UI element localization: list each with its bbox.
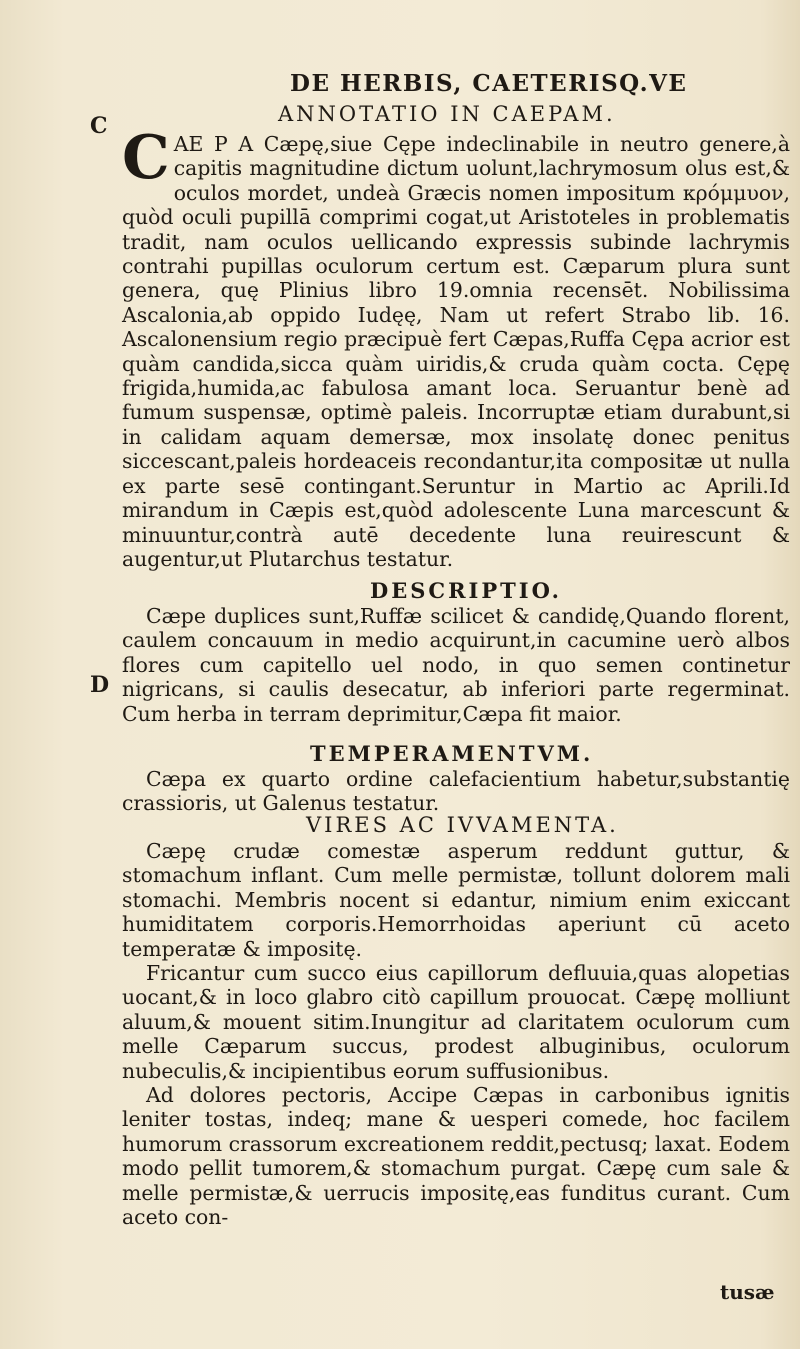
margin-letter-c: C [90, 113, 108, 139]
margin-letter-d: D [90, 672, 110, 698]
heading-annotatio: ANNOTATIO IN CAEPAM. [278, 102, 616, 126]
temperamentum-paragraph: Cæpa ex quarto ordine calefacientium habetur,substantię crassioris, ut Galenus testatur. [122, 767, 790, 816]
temperamentum-section [122, 767, 790, 816]
heading-vires: VIRES AC IVVAMENTA. [306, 813, 619, 837]
vires-paragraph-3: Ad dolores pectoris, Accipe Cæpas in carbonibus ignitis leniter tostas, indeq; mane & uesperi comede, hoc facilem humorum crassorum excreationem reddit,pectusq; laxat. Eodem modo pellit tumorem,& stomachum purgat. Cæpę cum sale & melle permistæ,& uerrucis impositę,eas funditus curant. Cum aceto con- [122, 1083, 790, 1230]
descriptio-paragraph: Cæpe duplices sunt,Ruffæ scilicet & candidę,Quando florent, caulem concauum in medio acquirunt,in cacumine uerò albos flores cum capitello uel nodo, in quo semen continetur nigricans, si caulis desecatur, ab inferiori parte regerminat. Cum herba in terram deprimitur,Cæpa fit maior. [122, 604, 790, 726]
heading-temperamentum: TEMPERAMENTVM. [310, 741, 594, 766]
annotatio-paragraph [122, 123, 790, 571]
annotatio-section [122, 123, 790, 571]
vires-paragraph-1: Cæpę crudæ comestæ asperum reddunt guttur, & stomachum inflant. Cum melle permistæ, tollunt dolorem mali stomachi. Membris nocent si edantur, nimium enim exiccant humiditatem corporis.Hemorrhoidas aperiunt cū aceto temperatæ & impositę. [122, 839, 790, 961]
catchword: tusæ [720, 1280, 775, 1304]
vires-paragraph-2: Fricantur cum succo eius capillorum defluuia,quas alopetias uocant,& in loco glabro citò capillum prouocat. Cæpę molliunt aluum,& mouent sitim.Inungitur ad claritatem oculorum cum melle Cæparum succus, prodest albuginibus, oculorum nubeculis,& incipientibus eorum suffusionibus. [122, 961, 790, 1083]
descriptio-section [122, 604, 790, 726]
vires-section [122, 839, 790, 1230]
annotatio-text: AE P A Cæpę,siue Cępe indeclinabile in neutro genere,à capitis magnitudine dictum uolunt,lachrymosum olus est,& oculos mordet, undeà Græcis nomen impositum κρόμμυον, quòd oculi pupillā comprimi cogat,ut Aristoteles in problematis tradit, nam oculos uellicando expressis subinde lachrymis contrahi pupillas oculorum certum est. Cæparum plura sunt genera, quę Plinius libro 19.omnia recensēt. Nobilissima Ascalonia,ab oppido Iudęę, Nam ut refert Strabo lib. 16. Ascalonensium regio præcipuè fert Cæpas,Ruffa Cępa acrior est quàm candida,sicca quàm uiridis,& cruda quàm cocta. Cępę frigida,humida,ac fabulosa amant loca. Seruantur benè ad fumum suspensæ, optimè paleis. Incorruptæ etiam durabunt,si in calidam aquam demersæ, mox insolatę donec penitus siccescant,paleis hordeaceis recondantur,ita compositæ ut nulla ex parte sesē contingant.Seruntur in Martio ac Aprili.Id mirandum in Cæpis est,quòd adolescente Luna marcescunt & minuuntur,contrà autē decedente luna reuirescunt & augentur,ut Plutarchus testatur. [122, 132, 790, 571]
drop-cap: C [122, 123, 170, 193]
running-head: DE HERBIS, CAETERISQ.VE [290, 70, 688, 97]
heading-descriptio: DESCRIPTIO. [370, 578, 562, 603]
